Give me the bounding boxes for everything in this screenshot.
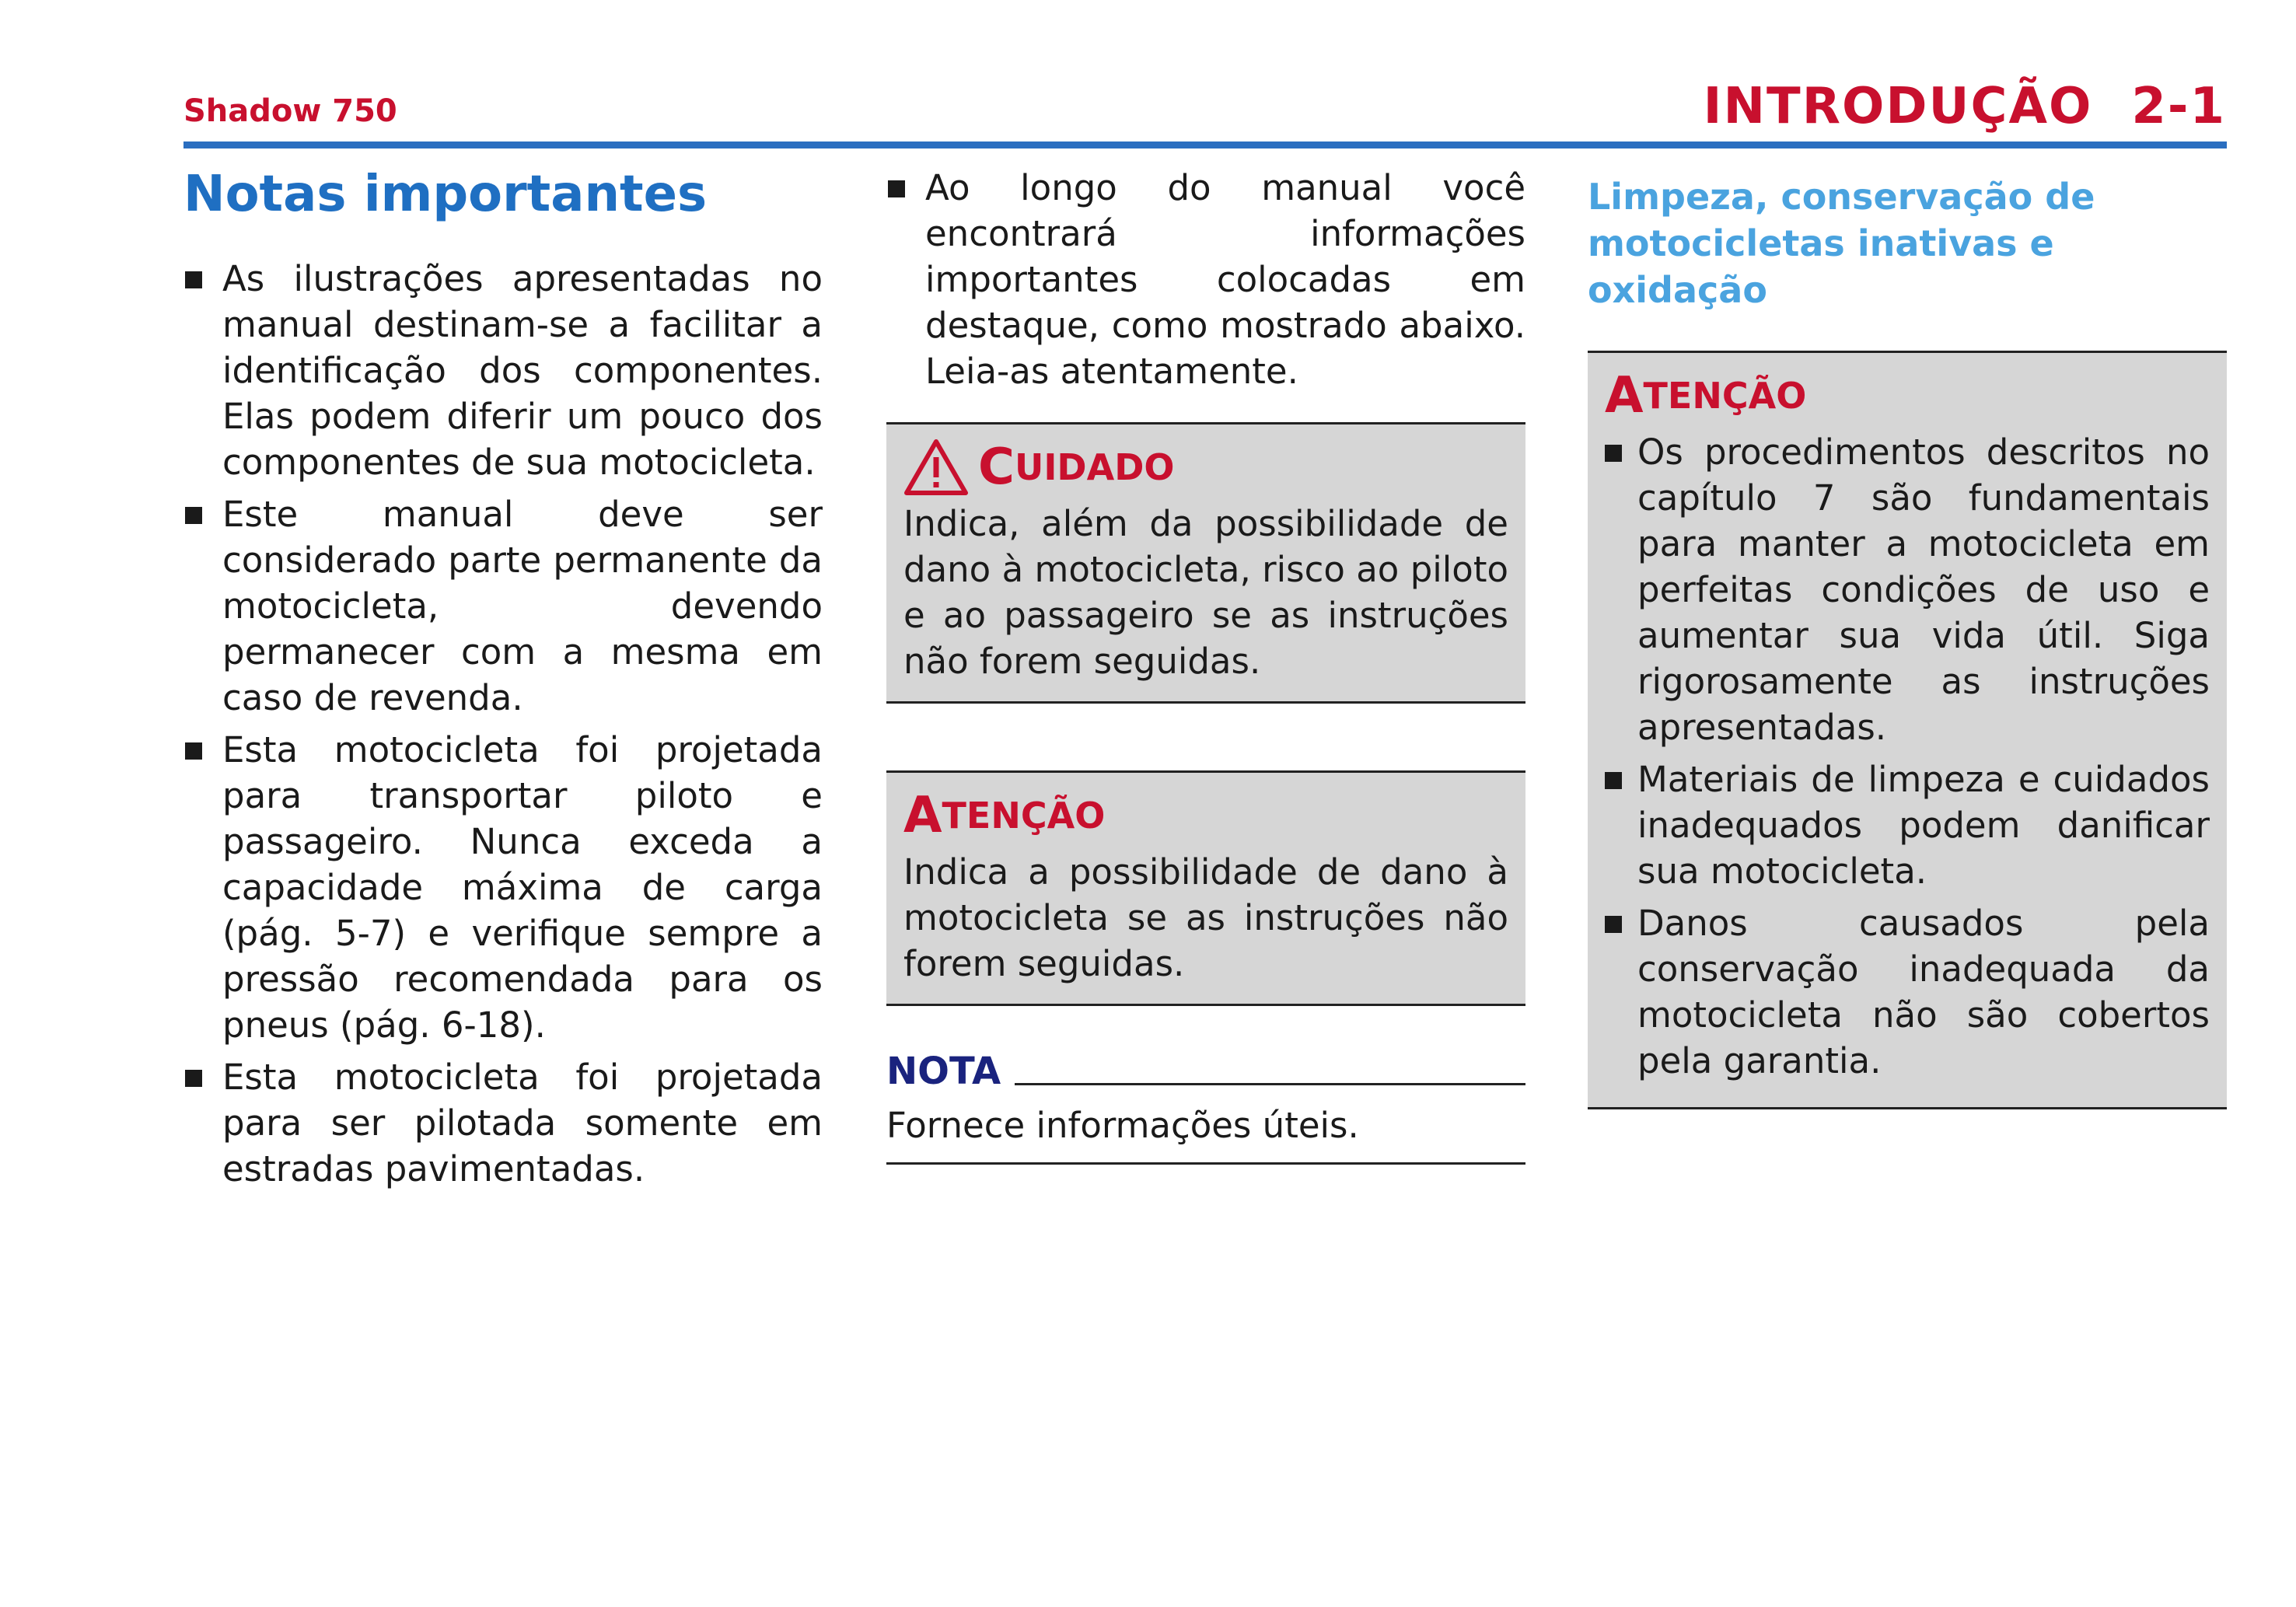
list-item-text: Materiais de limpeza e cuidados inadequados podem danificar sua motocicleta.	[1637, 759, 2210, 893]
atencao-title	[1605, 367, 2210, 424]
list-item	[183, 491, 823, 721]
list-item-text: As ilustrações apresentadas no manual destinam-se a facilitar a identificação dos componentes. Elas podem diferir um pouco dos componentes de sua motocicleta.	[222, 257, 823, 483]
bullet-square-icon	[1605, 916, 1622, 933]
list-item	[1605, 756, 2210, 894]
atencao-box-limpeza	[1588, 351, 2227, 1109]
atencao-title-initial: A	[903, 787, 942, 844]
nota-header	[886, 1050, 1525, 1093]
list-item-text: Danos causados pela conservação inadequada da motocicleta não são cobertos pela garantia.	[1637, 903, 2210, 1082]
bullet-square-icon	[1605, 772, 1622, 789]
bullet-square-icon	[888, 180, 905, 197]
list-item	[183, 1054, 823, 1192]
column-legend	[886, 165, 1525, 1165]
nota-text: Fornece informações úteis.	[886, 1090, 1525, 1165]
atencao-title-rest: TENÇÃO	[942, 795, 1106, 837]
limpeza-list	[1605, 429, 2210, 1084]
atencao-box	[886, 770, 1525, 1006]
cuidado-text: Indica, além da possibilidade de dano à motocicleta, risco ao piloto e ao passageiro se as instruções não forem seguidas.	[903, 503, 1508, 682]
bullet-square-icon	[185, 1070, 202, 1087]
list-item-text: Este manual deve ser considerado parte permanente da motocicleta, devendo permanecer com a mesma em caso de revenda.	[222, 493, 823, 718]
chapter-header	[1704, 78, 2226, 135]
cuidado-title-rest: UIDADO	[1014, 446, 1175, 488]
column-limpeza	[1588, 165, 2227, 1109]
bullet-square-icon	[185, 742, 202, 760]
list-item-text: Esta motocicleta foi projetada para transportar piloto e passageiro. Nunca exceda a capacidade máxima de carga (pág. 5-7) e verifique sempre a pressão recomendada para os pneus (pág. 6-18).	[222, 728, 823, 1046]
list-item	[1605, 429, 2210, 750]
manual-model-title: Shadow 750	[183, 93, 397, 129]
column-notas-importantes	[183, 165, 823, 1198]
list-item-text: Esta motocicleta foi projetada para ser pilotada somente em estradas pavimentadas.	[222, 1056, 823, 1190]
intro-list	[886, 165, 1525, 394]
bullet-square-icon	[1605, 445, 1622, 462]
cuidado-box	[886, 422, 1525, 704]
subsection-title: Limpeza, conservação de motocicletas inativas e oxidação	[1588, 176, 2095, 311]
notes-list	[183, 256, 823, 1192]
nota-label: NOTA	[886, 1050, 1001, 1093]
warning-triangle-icon	[903, 438, 969, 496]
section-title: Notas importantes	[183, 166, 708, 223]
bullet-square-icon	[185, 271, 202, 288]
cuidado-title	[903, 438, 1508, 496]
header-divider	[183, 141, 2227, 148]
nota-rule	[1015, 1083, 1525, 1085]
atencao-title	[903, 787, 1508, 844]
cuidado-title-initial: C	[978, 438, 1015, 496]
list-item-text: Os procedimentos descritos no capítulo 7 são fundamentais para manter a motocicleta em perfeitas condições de uso e aumentar sua vida útil. Siga rigorosamente as instruções apresentadas.	[1637, 431, 2210, 749]
list-item	[1605, 900, 2210, 1084]
list-item	[183, 256, 823, 485]
atencao-title-initial: A	[1605, 367, 1644, 425]
list-item	[183, 727, 823, 1048]
bullet-square-icon	[185, 507, 202, 524]
list-item	[886, 165, 1525, 394]
list-item-text: Ao longo do manual você encontrará informações importantes colocadas em destaque, como mostrado abaixo. Leia-as atentamente.	[925, 167, 1525, 392]
atencao-text: Indica a possibilidade de dano à motocicleta se as instruções não forem seguidas.	[903, 851, 1508, 984]
page-number: 2-1	[2131, 78, 2226, 135]
atencao-title-rest: TENÇÃO	[1643, 375, 1807, 417]
chapter-name: INTRODUÇÃO	[1703, 78, 2093, 135]
